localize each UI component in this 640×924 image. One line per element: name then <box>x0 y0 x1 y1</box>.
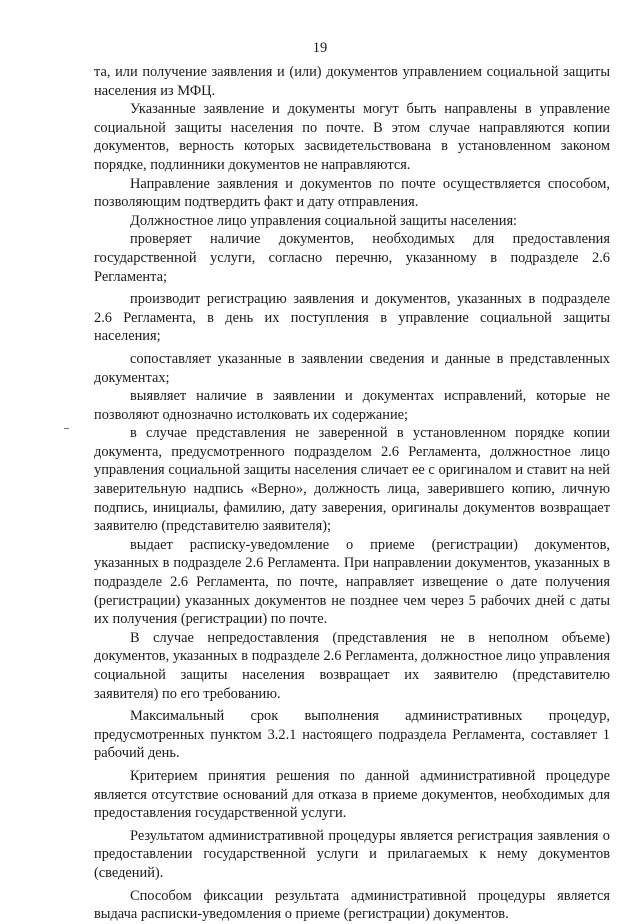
list-item: выдает расписку-уведомление о приеме (регистрации) документов, указанных в подразделе 2.6 Регламента. При направлении документов, указанных в подразделе 2.6 Регламента, по почте, направляет извещение о дате получения (регистрации) указанных документов не позднее чем через 5 рабочих дней с даты их получения (регистрации) по почте. <box>94 536 610 628</box>
page-number: 19 <box>312 40 328 56</box>
paragraph: Указанные заявление и документы могут быть направлены в управление социальной защиты населения по почте. В этом случае направляются копии документов, верность которых засвидетельствована в установленном законом порядке, подлинники документов не направляются. <box>94 101 610 173</box>
list-item: производит регистрацию заявления и документов, указанных в подразделе 2.6 Регламента, в день их поступления в управление социальной защиты населения; <box>94 291 610 345</box>
list-item: выявляет наличие в заявлении и документах исправлений, которые не позволяют однозначно истолковать их содержание; <box>94 388 610 423</box>
paragraph: Направление заявления и документов по почте осуществляется способом, позволяющим подтвердить факт и дату отправления. <box>94 175 610 211</box>
list-item: в случае представления не заверенной в установленном порядке копии документа, предусмотренного подразделом 2.6 Регламента, должностное лицо управления социальной защиты населения сличает ее с оригиналом и ставит на ней заверительную надпись «Верно», должность лица, заверившего копию, личную подпись, инициалы, фамилию, дату заверения, оригиналы документов возвращает заявителю (представителю заявителя); <box>94 425 610 535</box>
paragraph: Должностное лицо управления социальной защиты населения: <box>130 212 518 229</box>
paragraph: Критерием принятия решения по данной административной процедуре является отсутствие оснований для отказа в приеме документов, необходимых для предоставления государственной услуги. <box>94 767 610 822</box>
document-body <box>94 63 610 924</box>
paragraph: Способом фиксации результата административной процедуры является выдача расписки-уведомления о приеме (регистрации) документов. <box>94 887 610 923</box>
paragraph: та, или получение заявления и (или) документов управлением социальной защиты населения из МФЦ. <box>94 64 610 99</box>
scan-artifact <box>64 428 69 429</box>
list-item: сопоставляет указанные в заявлении сведения и данные в представленных документах; <box>94 350 610 386</box>
paragraph: В случае непредоставления (представления не в неполном объеме) документов, указанных в подразделе 2.6 Регламента, должностное лицо управления социальной защиты населения возвращает их заявителю (представителю заявителя) по его требованию. <box>94 629 610 702</box>
list-item: проверяет наличие документов, необходимых для предоставления государственной услуги, согласно перечню, указанному в подразделе 2.6 Регламента; <box>94 231 610 285</box>
paragraph: Максимальный срок выполнения административных процедур, предусмотренных пунктом 3.2.1 настоящего подраздела Регламента, составляет 1 рабочий день. <box>94 708 610 762</box>
paragraph: Результатом административной процедуры является регистрация заявления о предоставлении государственной услуги и прилагаемых к нему документов (сведений). <box>94 827 610 881</box>
